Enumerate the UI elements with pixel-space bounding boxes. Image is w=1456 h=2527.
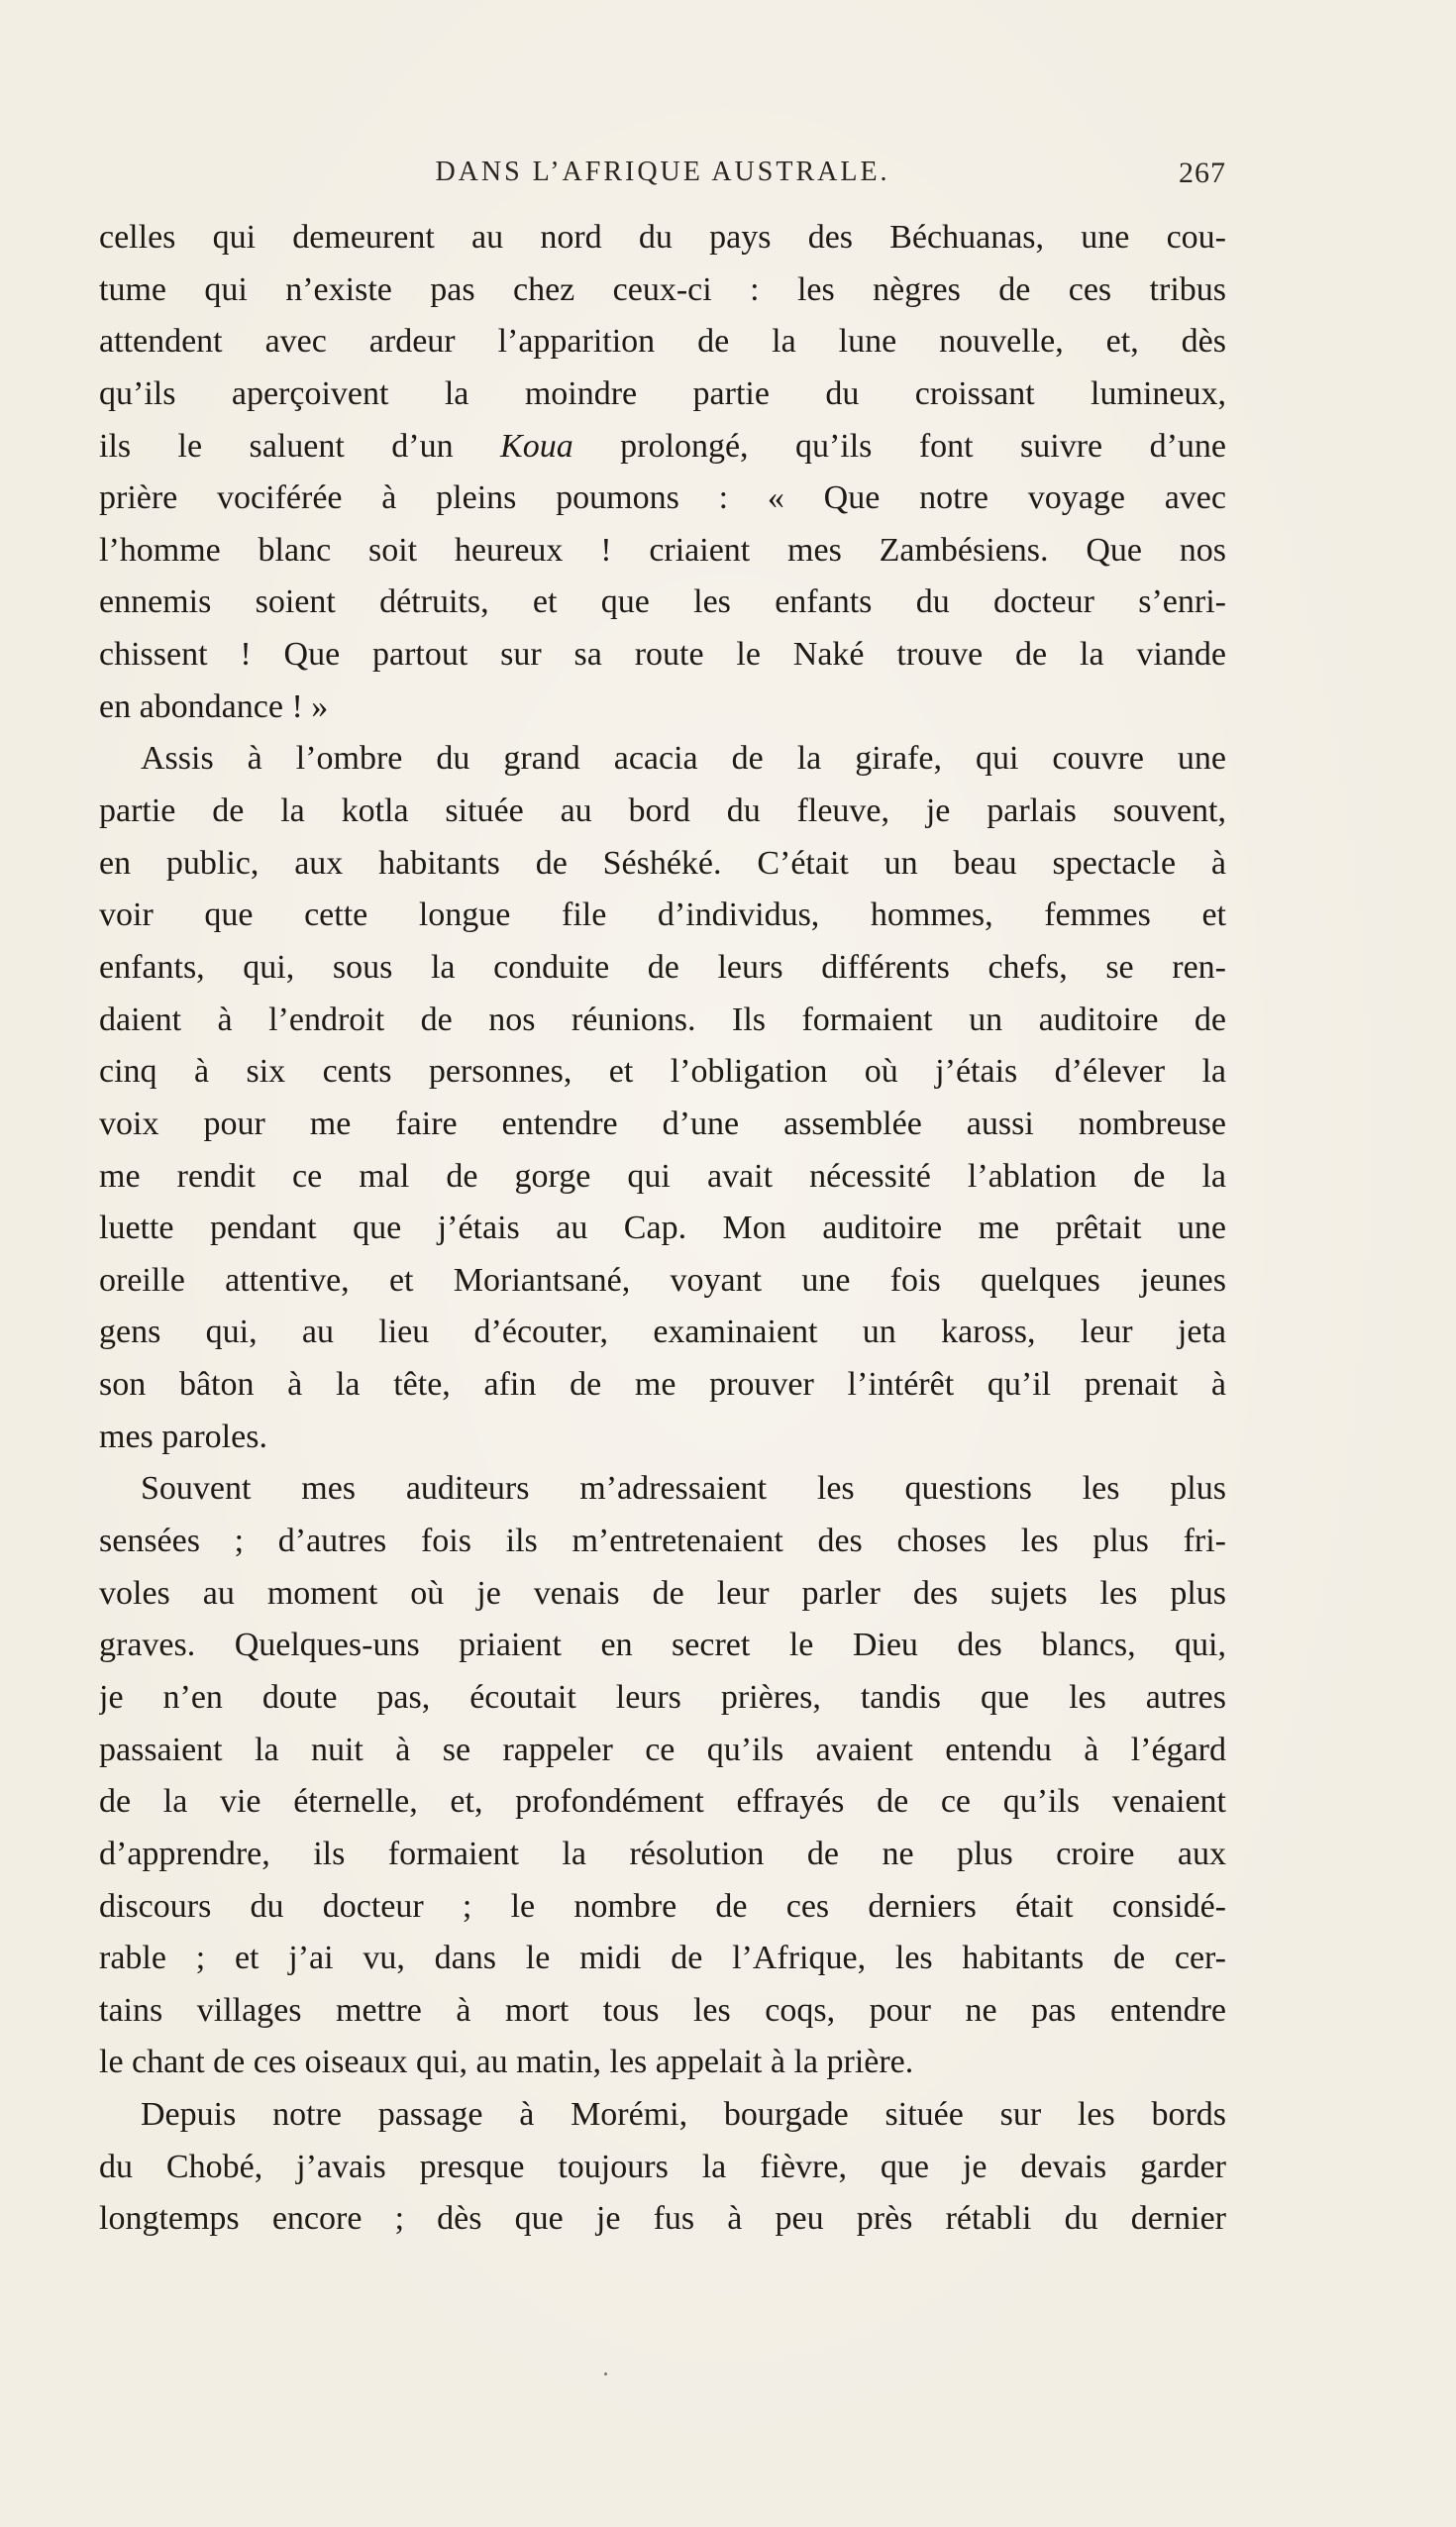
text-line: luette pendant que j’étais au Cap. Mon auditoire me prêtait une bbox=[99, 1210, 1226, 1247]
body-text bbox=[99, 212, 1226, 2246]
text-line: tume qui n’existe pas chez ceux-ci : les nègres de ces tribus bbox=[99, 270, 1226, 308]
text-line: oreille attentive, et Moriantsané, voyant une fois quelques jeunes bbox=[99, 1261, 1226, 1299]
text-line: qu’ils aperçoivent la moindre partie du croissant lumineux, bbox=[99, 374, 1226, 412]
text-line: celles qui demeurent au nord du pays des Béchuanas, une cou- bbox=[99, 219, 1226, 256]
text-line: du Chobé, j’avais presque toujours la fièvre, que je devais garder bbox=[99, 2148, 1226, 2185]
text-line bbox=[99, 421, 1226, 474]
text-line: longtemps encore ; dès que je fus à peu près rétabli du dernier bbox=[99, 2200, 1226, 2238]
text-line: Souvent mes auditeurs m’adressaient les questions les plus bbox=[141, 1470, 1226, 1508]
italic-word: Koua bbox=[500, 427, 573, 465]
text-line: Assis à l’ombre du grand acacia de la girafe, qui couvre une bbox=[141, 740, 1226, 778]
text-line: sensées ; d’autres fois ils m’entretenaient des choses les plus fri- bbox=[99, 1523, 1226, 1560]
text-line: voix pour me faire entendre d’une assemblée aussi nombreuse bbox=[99, 1105, 1226, 1142]
text-line: attendent avec ardeur l’apparition de la lune nouvelle, et, dès bbox=[99, 323, 1226, 361]
page-header bbox=[99, 157, 1226, 200]
text-line: je n’en doute pas, écoutait leurs prières, tandis que les autres bbox=[99, 1678, 1226, 1716]
text-line: ennemis soient détruits, et que les enfants du docteur s’enri- bbox=[99, 583, 1226, 621]
text-line: d’apprendre, ils formaient la résolution de ne plus croire aux bbox=[99, 1835, 1226, 1872]
text-line: de la vie éternelle, et, profondément effrayés de ce qu’ils venaient bbox=[99, 1783, 1226, 1821]
text-line: Depuis notre passage à Morémi, bourgade située sur les bords bbox=[141, 2096, 1226, 2134]
text-line: rable ; et j’ai vu, dans le midi de l’Afrique, les habitants de cer- bbox=[99, 1940, 1226, 1977]
paper-speck bbox=[604, 2372, 607, 2375]
text-line: discours du docteur ; le nombre de ces derniers était considé- bbox=[99, 1887, 1226, 1925]
text-segment: prolongé, qu’ils font suivre d’une bbox=[620, 427, 1226, 465]
text-line: graves. Quelques-uns priaient en secret le Dieu des blancs, qui, bbox=[99, 1627, 1226, 1664]
text-line: partie de la kotla située au bord du fleuve, je parlais souvent, bbox=[99, 792, 1226, 830]
text-line: passaient la nuit à se rappeler ce qu’ils avaient entendu à l’égard bbox=[99, 1731, 1226, 1768]
text-segment: ils le saluent d’un bbox=[99, 427, 454, 465]
text-line: l’homme blanc soit heureux ! criaient mes Zambésiens. Que nos bbox=[99, 531, 1226, 569]
running-title: DANS L’AFRIQUE AUSTRALE. bbox=[435, 157, 890, 187]
text-line: voir que cette longue file d’individus, hommes, femmes et bbox=[99, 896, 1226, 934]
text-line: mes paroles. bbox=[99, 1418, 267, 1455]
page-number: 267 bbox=[1179, 157, 1226, 189]
text-line: le chant de ces oiseaux qui, au matin, les appelait à la prière. bbox=[99, 2044, 914, 2081]
text-line: chissent ! Que partout sur sa route le Naké trouve de la viande bbox=[99, 636, 1226, 674]
text-line: gens qui, au lieu d’écouter, examinaient un kaross, leur jeta bbox=[99, 1314, 1226, 1351]
text-line: son bâton à la tête, afin de me prouver l’intérêt qu’il prenait à bbox=[99, 1366, 1226, 1404]
text-line: enfants, qui, sous la conduite de leurs différents chefs, se ren- bbox=[99, 948, 1226, 986]
text-line: en abondance ! » bbox=[99, 687, 329, 725]
text-line: me rendit ce mal de gorge qui avait nécessité l’ablation de la bbox=[99, 1157, 1226, 1195]
text-line: tains villages mettre à mort tous les coqs, pour ne pas entendre bbox=[99, 1991, 1226, 2029]
text-line: en public, aux habitants de Séshéké. C’était un beau spectacle à bbox=[99, 844, 1226, 882]
text-line: voles au moment où je venais de leur parler des sujets les plus bbox=[99, 1574, 1226, 1612]
text-line: daient à l’endroit de nos réunions. Ils formaient un auditoire de bbox=[99, 1000, 1226, 1038]
text-line: prière vociférée à pleins poumons : « Que notre voyage avec bbox=[99, 479, 1226, 517]
text-line: cinq à six cents personnes, et l’obligation où j’étais d’élever la bbox=[99, 1053, 1226, 1091]
